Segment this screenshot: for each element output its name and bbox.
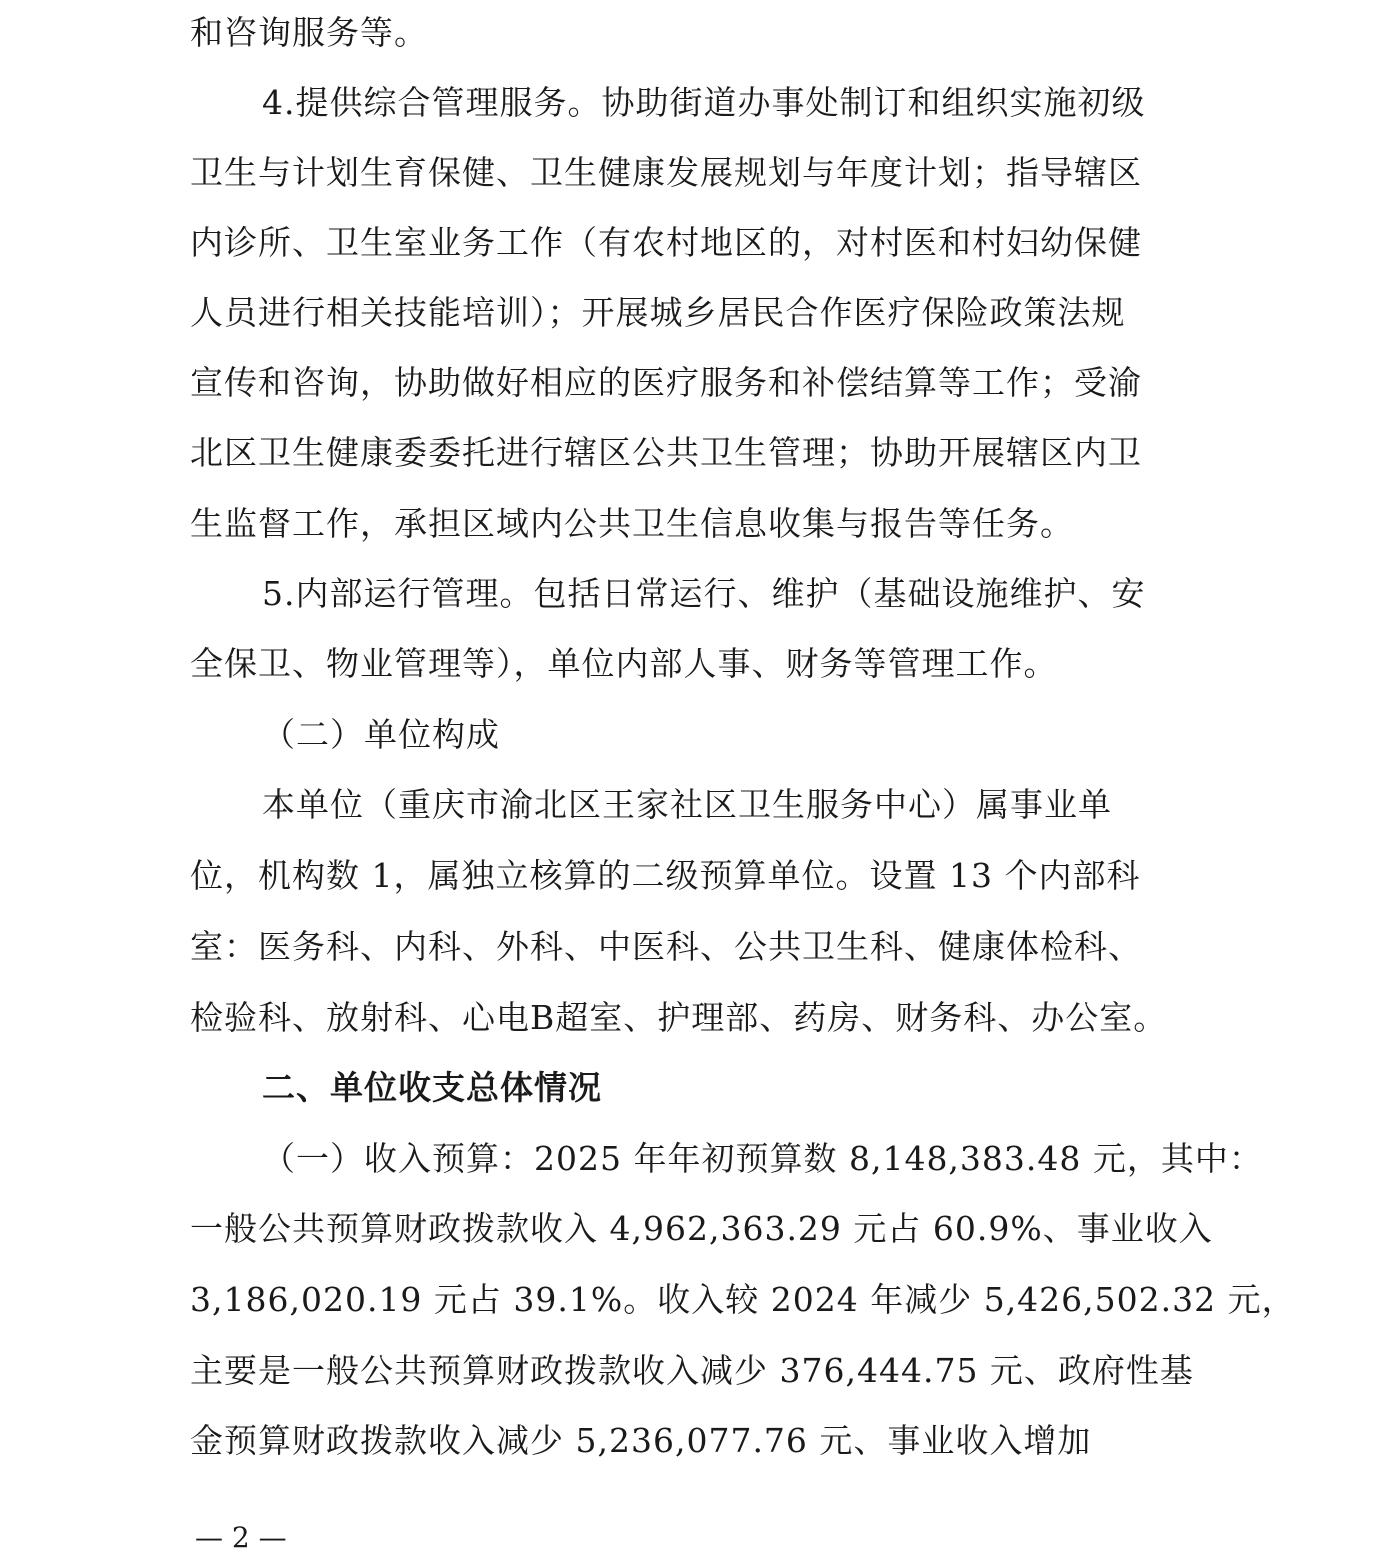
body-line: 和咨询服务等。 <box>190 13 428 52</box>
body-line: 生监督工作，承担区域内公共卫生信息收集与报告等任务。 <box>190 504 1074 543</box>
body-line: 内诊所、卫生室业务工作（有农村地区的，对村医和村妇幼保健 <box>190 223 1142 262</box>
body-line: 主要是一般公共预算财政拨款收入减少 376,444.75 元、政府性基 <box>190 1351 1194 1390</box>
section-heading: 二、单位收支总体情况 <box>262 1068 602 1107</box>
page-number: — 2 — <box>195 1521 287 1554</box>
body-line: 室：医务科、内科、外科、中医科、公共卫生科、健康体检科、 <box>190 927 1142 966</box>
body-line: 金预算财政拨款收入减少 5,236,077.76 元、事业收入增加 <box>190 1421 1092 1460</box>
body-line: 本单位（重庆市渝北区王家社区卫生服务中心）属事业单 <box>262 785 1112 824</box>
body-line: 检验科、放射科、心电B超室、护理部、药房、财务科、办公室。 <box>190 998 1168 1037</box>
body-line: 全保卫、物业管理等），单位内部人事、财务等管理工作。 <box>190 644 1058 683</box>
body-line: 4.提供综合管理服务。协助街道办事处制订和组织实施初级 <box>262 83 1146 122</box>
body-line: 卫生与计划生育保健、卫生健康发展规划与年度计划；指导辖区 <box>190 153 1142 192</box>
body-line: 3,186,020.19 元占 39.1%。收入较 2024 年减少 5,426,502.32 元， <box>190 1280 1296 1319</box>
body-line: 位，机构数 1，属独立核算的二级预算单位。设置 13 个内部科 <box>190 856 1141 895</box>
body-line: 5.内部运行管理。包括日常运行、维护（基础设施维护、安 <box>262 574 1146 613</box>
body-line: 一般公共预算财政拨款收入 4,962,363.29 元占 60.9%、事业收入 <box>190 1209 1213 1248</box>
body-line: （一）收入预算：2025 年年初预算数 8,148,383.48 元，其中： <box>262 1139 1263 1178</box>
body-line: 宣传和咨询，协助做好相应的医疗服务和补偿结算等工作；受渝 <box>190 363 1142 402</box>
section-subheading: （二）单位构成 <box>262 715 500 754</box>
body-line: 人员进行相关技能培训）；开展城乡居民合作医疗保险政策法规 <box>190 293 1126 332</box>
body-line: 北区卫生健康委委托进行辖区公共卫生管理；协助开展辖区内卫 <box>190 433 1142 472</box>
